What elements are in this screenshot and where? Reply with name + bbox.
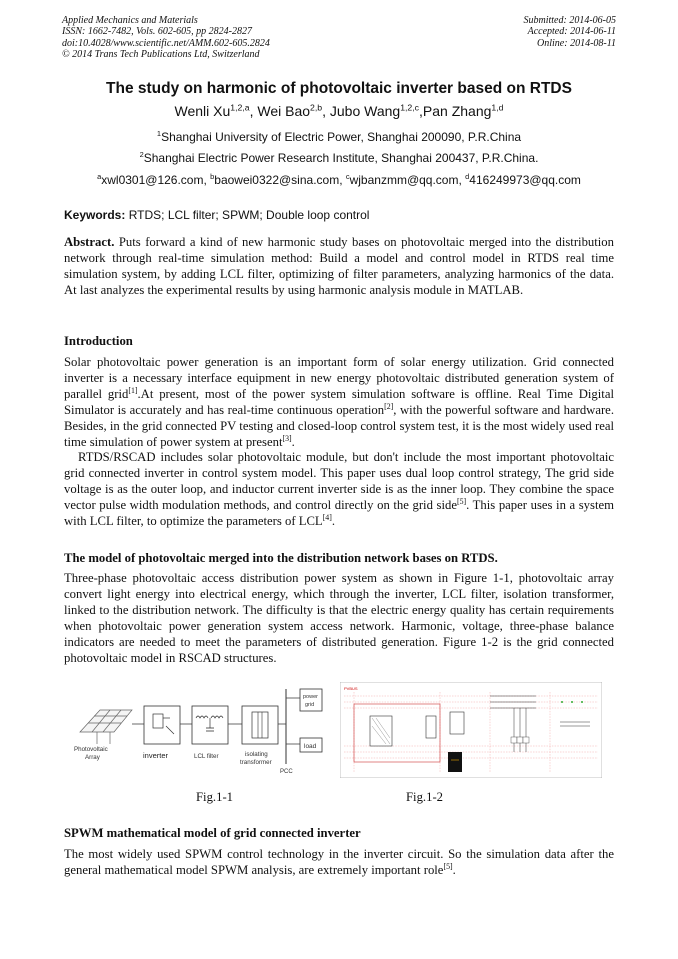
keywords xyxy=(64,208,369,222)
author-name: Wei Bao xyxy=(257,103,311,119)
paper-title: The study on harmonic of photovoltaic inverter based on RTDS xyxy=(106,80,572,97)
email-link[interactable]: xwl0301@126.com xyxy=(101,173,204,187)
author-list: Wenli Xu$^{1,2,a}$, Wei Bao$^{2,b}$, Jubo Wang$^{1,2,c}$,Pan Zhang$^{1,d}$ xyxy=(174,102,504,119)
inverter-block xyxy=(144,706,180,744)
online-date: Online: 2014-08-11 xyxy=(537,37,616,49)
body-text: RTDS/RSCAD includes solar photovoltaic module, but don't include the most important photovoltaic grid connected inverter in control system model. This paper uses dual loop control strategy, The grid side voltage is as the outer loop, and inductor current inverter side is as the inner loop. They combine the space vector pulse width modulation methods, and control directly on the grid side xyxy=(64,450,614,512)
journal-copyright: © 2014 Trans Tech Publications Ltd, Switzerland xyxy=(62,48,260,60)
keywords-label: Keywords: xyxy=(64,208,126,222)
affiliation-text: Shanghai University of Electric Power, Shanghai 200090, P.R.China xyxy=(161,130,522,144)
citation[interactable]: [2] xyxy=(384,401,394,411)
affiliation-sup: 1 xyxy=(156,129,162,138)
transformer-label-2: transformer xyxy=(240,759,272,766)
pvbus-label: PVBUS xyxy=(344,686,358,691)
inverter-label: inverter xyxy=(143,751,169,760)
submitted-date: Submitted: 2014-06-05 xyxy=(523,15,616,26)
figure-1-1-diagram xyxy=(70,684,330,776)
abstract xyxy=(64,235,614,299)
email-link[interactable]: 416249973@qq.com xyxy=(469,173,581,187)
lcl-label: LCL filter xyxy=(194,753,219,760)
intro-paragraph-1 xyxy=(64,355,614,450)
section-heading-model: The model of photovoltaic merged into the distribution network bases on RTDS. xyxy=(64,551,498,565)
email-link[interactable]: wjbanzmm@qq.com xyxy=(349,173,459,187)
pv-label-2: Array xyxy=(85,754,100,761)
journal-header-left xyxy=(62,15,270,60)
affiliation-2 xyxy=(0,151,678,165)
scope-display xyxy=(448,752,462,772)
body-text: The most widely used SPWM control technology in the inverter circuit. So the simulation data after the general mathematical model SPWM analysis, are extremely important role xyxy=(64,847,614,877)
keywords-text: RTDS; LCL filter; SPWM; Double loop control xyxy=(128,208,370,222)
figure-1-1-caption: Fig.1-1 xyxy=(196,790,234,804)
author-name: Wenli Xu xyxy=(174,103,231,119)
citation[interactable]: [3] xyxy=(282,433,292,443)
journal-doi: doi:10.4028/www.scientific.net/AMM.602-605.2824 xyxy=(62,37,270,49)
grid-label-2: grid xyxy=(305,702,315,708)
affiliation-text: Shanghai Electric Power Research Institute, Shanghai 200437, P.R.China. xyxy=(143,151,539,165)
body-text: .At present, most of the power system simulation software is offline. Real Time Digital Simulator is accurately and has real-time continuous operation xyxy=(64,386,614,417)
body-text: . xyxy=(452,862,456,877)
citation[interactable]: [1] xyxy=(128,385,138,395)
figure-1-2-rscad-model xyxy=(340,682,602,778)
author-sup: 1,2,c xyxy=(400,102,420,113)
body-text: Solar photovoltaic power generation is an important form of solar energy utilization. Grid connected inverter is a necessary interface equipment in new energy photovoltaic distributed generation system of parallel grid xyxy=(64,355,614,401)
body-text: . xyxy=(331,513,336,528)
transformer-block xyxy=(242,706,278,744)
email-list: $^a$xwl0301@126.com, $^b$baowei0322@sina.com, $^c$wjbanzmm@qq.com, $^d$416249973@qq.com xyxy=(97,172,581,187)
grid-label: power xyxy=(303,694,318,700)
citation[interactable]: [5] xyxy=(456,496,467,506)
body-text: . xyxy=(291,434,295,449)
author-sup: 2,b xyxy=(310,102,323,113)
email-sup: c xyxy=(345,172,350,181)
citation[interactable]: [4] xyxy=(322,512,332,522)
pcc-label: PCC xyxy=(280,769,293,775)
intro-paragraph-2 xyxy=(64,450,614,530)
section-heading-introduction: Introduction xyxy=(64,334,133,348)
author-sup: 1,2,a xyxy=(230,102,250,113)
author-name: Jubo Wang xyxy=(329,103,401,119)
transformer-label: isolating xyxy=(245,751,268,758)
lcl-filter-block xyxy=(192,706,228,744)
email-link[interactable]: baowei0322@sina.com xyxy=(214,173,340,187)
journal-issn: ISSN: 1662-7482, Vols. 602-605, pp 2824-2827 xyxy=(62,26,252,38)
accepted-date: Accepted: 2014-06-11 xyxy=(527,26,616,38)
abstract-text: Puts forward a kind of new harmonic study bases on photovoltaic merged into the distribution network through real-time simulation method: Build a model and control model in RTDS real time simulation system, by adding LCL filter, optimizing of filter parameters, analyzing harmonics of the data. At last analyzes the experimental results by using harmonic analysis module in MATLAB. xyxy=(64,235,614,297)
author-sup: 1,d xyxy=(491,102,504,113)
author-name: Pan Zhang xyxy=(422,103,492,119)
body-text: , with the powerful software and hardware. Besides, in the grid connected PV testing and closed-loop control system test, it is the most widely used real time simulation of power system at present xyxy=(64,402,614,449)
affiliation-1 xyxy=(0,130,678,144)
pv-label: Photovoltaic xyxy=(74,746,108,753)
section-heading-spwm: SPWM mathematical model of grid connected inverter xyxy=(64,826,361,840)
citation[interactable]: [5] xyxy=(443,861,453,871)
email-sup: d xyxy=(465,172,470,181)
model-paragraph: Three-phase photovoltaic access distribution power system as shown in Figure 1-1, photovoltaic array convert light energy into electrical energy, which through the inverter, LCL filter, isolation transformer, linked to the distribution network. The difficulty is that the electric energy quality has certain requirements when photovoltaic power generation system access network. Harmonic, voltage, three-phase balance indicators are needed to meet the parameters of distributed generation. Figure 1-2 is the grid connected photovoltaic model in RSCAD structures. xyxy=(64,571,614,665)
affiliation-sup: 2 xyxy=(139,150,144,159)
journal-name: Applied Mechanics and Materials xyxy=(62,15,198,26)
journal-header-right xyxy=(524,15,617,49)
figure-1-2-caption: Fig.1-2 xyxy=(406,790,444,804)
load-label: load xyxy=(304,743,317,750)
body-text: . This paper uses in a system with LCL filter, to optimize the parameters of LCL xyxy=(64,497,614,528)
spwm-paragraph xyxy=(64,847,614,879)
pv-array-icon xyxy=(80,710,132,744)
email-sup: b xyxy=(210,172,215,181)
email-sup: a xyxy=(97,172,102,181)
abstract-label: Abstract. xyxy=(64,235,115,249)
